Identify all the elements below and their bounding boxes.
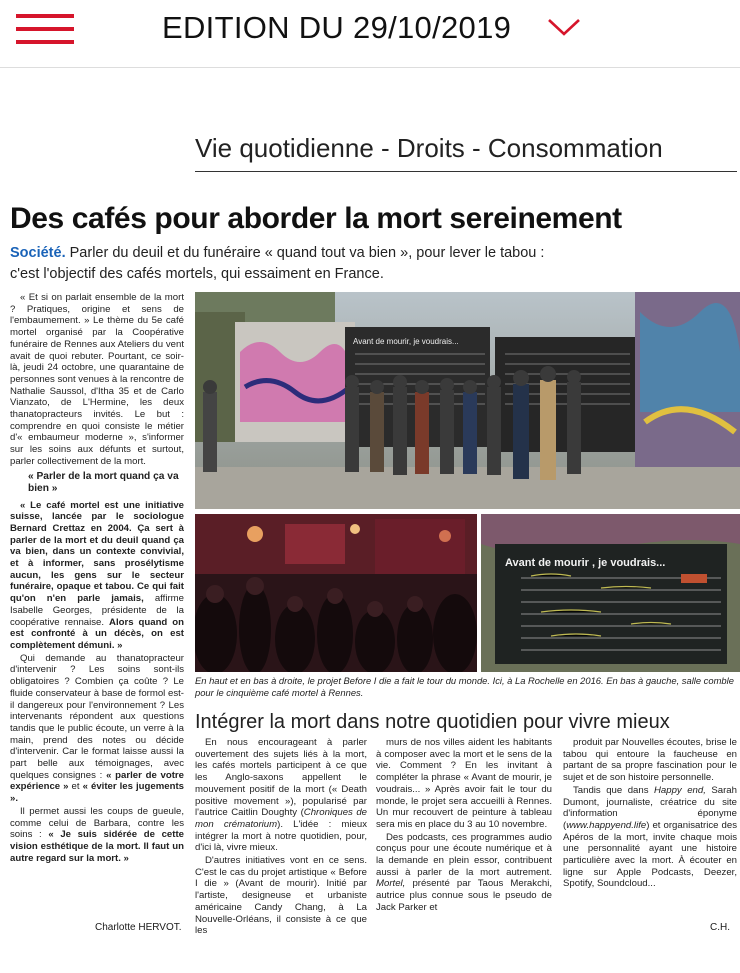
article-column-2 [195,737,367,938]
paragraph-text: Sarah Dumont, journaliste, créatrice du site d'information éponyme ( [563,784,737,831]
chevron-down-icon[interactable] [546,16,582,38]
quote-bold: « Je suis sidérée de cette vision esthétique de la mort. Il faut un autre regard sur la mort. » [10,829,184,864]
article-column-1 [10,292,184,865]
author-initials: C.H. [710,922,730,933]
podcast-title: Mortel, [376,878,406,890]
section-divider [195,171,737,172]
quote-bold: Alors quand on est confronté à un décès, on est complètement démuni. » [10,616,184,651]
paragraph: produit par Nouvelles écoutes, brise le tabou qui entoure la faucheuse en partant de sa propre fascination pour le sujet et de son histoire personnelle. [563,737,737,784]
paragraph-text: affirme Isabelle Georges, présidente de la coopérative rennaise. [10,593,184,628]
section-title: Vie quotidienne - Droits - Consommation [195,133,663,163]
website-url: www.happyend.life [566,819,647,831]
article-subheadline: Intégrer la mort dans notre quotidien pour vivre mieux [195,711,670,733]
article-headline: Des cafés pour aborder la mort sereinement [10,202,622,235]
paragraph-text: En nous encourageant à parler ouvertement des sujets liés à la mort, les cafés mortels participent à ce que les Anglo-saxons appellent le mouvement positif de la mort (« Death positive movement »), popularisé par l'autrice Caitlin Doughty ( [195,737,367,819]
edition-title[interactable]: EDITION DU 29/10/2019 [162,10,512,45]
paragraph-text: Des podcasts, ces programmes audio conçus pour une écoute numérique et à la demande en plein essor, contribuent aussi à parler de la mort autrement. [376,831,552,878]
caption-text: En haut et en bas à droite, le projet [195,675,344,686]
article-lead [10,243,710,285]
paragraph [376,832,552,914]
paragraph: murs de nos villes aident les habitants à composer avec la mort et le sens de la vie. Comment ? En les invitant à compléter la phrase « Avant de mourir, je voudrais... » Après avoir fait le tour du monde, le projet sera accueilli à Rennes. Un mur recouvert de peinture à tableau sera mis en place du 3 au 10 novembre. [376,737,552,830]
photo-caption [195,675,735,698]
author-signature: Charlotte HERVOT. [95,922,182,933]
hamburger-menu-icon[interactable] [16,14,74,44]
paragraph-text: et [68,781,83,793]
book-title: Chroniques de mon crématorium [195,807,367,830]
paragraph [10,653,184,805]
lead-line-2: c'est l'objectif des cafés mortels, qui essaiment en France. [10,266,384,282]
article-kicker: Société. [10,245,66,261]
caption-text: a fait le tour du monde. Ici, à La Rochelle en 2016. En bas à gauche, salle comble pour le cinquième café mortel à Rennes. [195,675,734,698]
lead-line-1: Parler du deuil et du funéraire « quand tout va bien », pour lever le tabou : [65,245,545,261]
photo-cafe-mortel-room[interactable] [195,514,477,672]
paragraph: « Et si on parlait ensemble de la mort ? Pratiques, origine et sens de l'embaumement. » Le thème du 5e café mortel organisé par la Coopérative funéraire de Rennes aux Ateliers du vent avait de quoi rebuter. Pourtant, ce soir-là, jeudi 24 octobre, une quarantaine de personnes sont venues à la rencontre de Nathalie Saussol, d'Itha 35 et de Carlo Vianzato, de L'Hermine, les deux thanatopracteurs invités. Le but : comprendre en quoi consiste le métier d'« embaumeur moderne », s'informer sur les soins aux défunts et surtout, parler collectivement de la mort. [10,292,184,467]
article-column-3 [376,737,552,915]
podcast-title: Happy end, [654,784,706,796]
board-title: Avant de mourir , je voudrais... [505,557,666,569]
intertitle: « Parler de la mort quand ça va bien » [28,470,179,495]
paragraph [10,806,184,865]
paragraph [195,737,367,854]
paragraph-text: Tandis que dans [573,784,654,796]
quote-bold: « Le café mortel est une initiative suisse, lancée par le sociologue Bernard Crettaz en 2004. Ça sert à parler de la mort et du deuil quand ça va bien, dans un contexte convivial, et à informer, sans prosélytisme aucun, les gens sur le secteur funéraire, opaque et tabou. Ce qui fait qu'on n'en parle jamais, [10,499,184,605]
article-column-4 [563,737,737,891]
photo-before-i-die-wall[interactable] [195,292,740,509]
paragraph-text: Il permet aussi les coups de gueule, comme celui de Barbara, contre les soins : [10,805,184,841]
paragraph-text: ) et organisatrice des Apéros de la mort, invite chaque mois une personnalité ayant une histoire particulière avec la mort. À écouter en ligne sur Apple Podcasts, Deezer, Spotify, Soundcloud... [563,819,737,890]
paragraph [10,500,184,652]
quote-bold: « éviter les jugements ». [10,781,184,805]
caption-project-name: Before I die [343,675,392,686]
top-bar [0,0,740,68]
paragraph-text: ). L'idée : mieux intégrer la mort à notre quotidien, pour, d'ici là, vivre mieux. [195,818,367,854]
paragraph-text: présenté par Taous Merakchi, autrice plus connue sous le pseudo de Jack Parker et [376,878,552,913]
board-title: Avant de mourir, je voudrais... [353,337,459,346]
paragraph [563,785,737,890]
paragraph: D'autres initiatives vont en ce sens. C'est le cas du projet artistique « Before I die » (Avant de mourir). Initié par l'artiste, designeuse et urbaniste américaine Candy Chang, à La Nouvelle-Orléans, il consiste à ce que les [195,855,367,937]
photo-chalkboard[interactable] [481,514,740,672]
quote-bold: « parler de votre expérience » [10,769,184,793]
paragraph-text: Qui demande au thanatopracteur d'intervenir ? Les soins sont-ils obligatoires ? Combien ça coûte ? Le fluide conservateur à base de formol est-il dangereux pour l'environnement ? Les intervenants répondent aux questions tandis que le public écoute, un verre à la main, prend des notes ou décide d'intervenir. Car le format laisse aussi la part belle aux témoignages, avec quelques consignes : [10,652,184,781]
